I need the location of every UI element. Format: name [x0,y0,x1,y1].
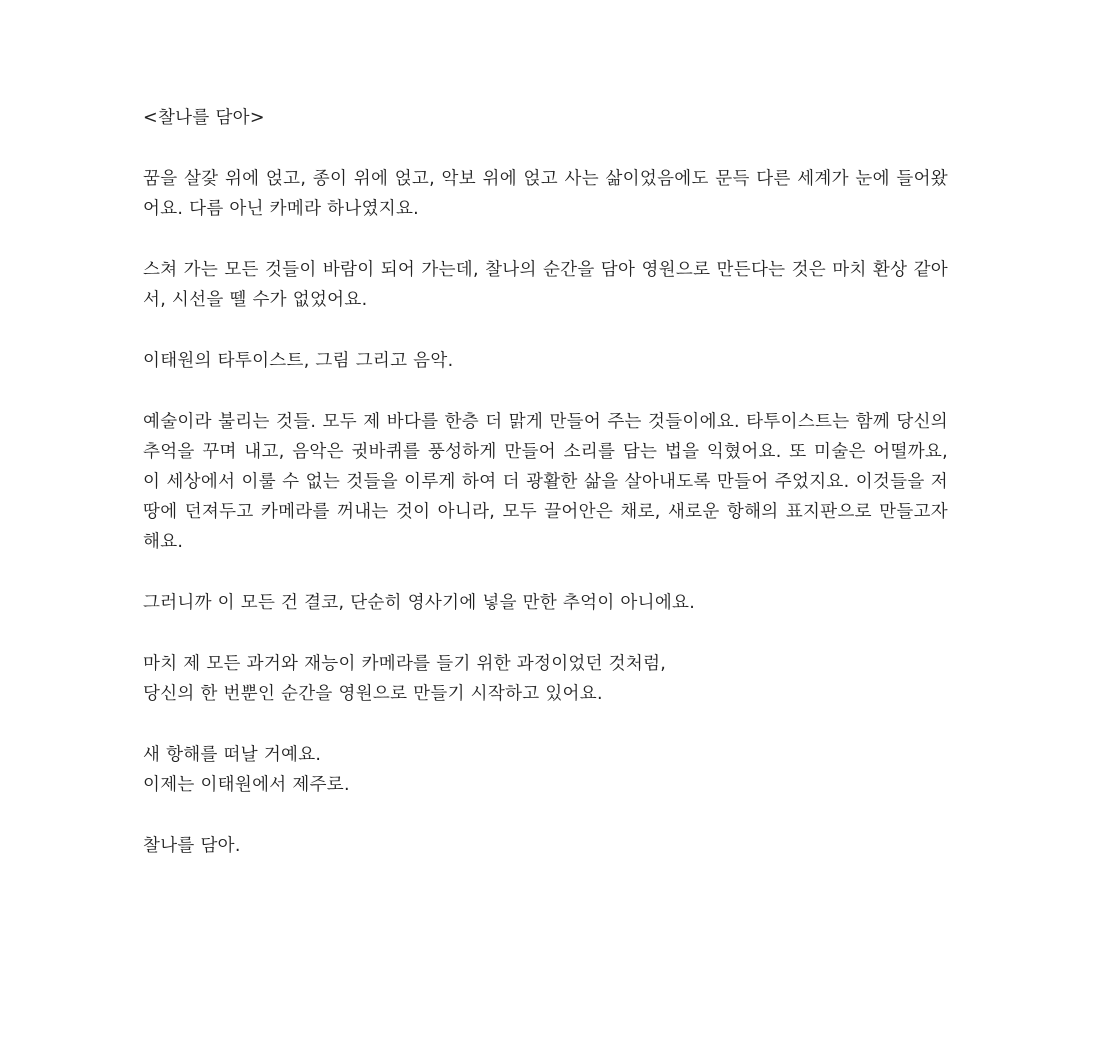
paragraph-7 [143,740,948,800]
document-body [143,103,948,892]
paragraph-6 [143,649,948,709]
paragraph-4: 예술이라 불리는 것들. 모두 제 바다를 한층 더 맑게 만들어 주는 것들이에요. 타투이스트는 함께 당신의 추억을 꾸며 내고, 음악은 귓바퀴를 풍성하게 만들어 소리를 담는 법을 익혔어요. 또 미술은 어떨까요, 이 세상에서 이룰 수 없는 것들을 이루게 하여 더 광활한 삶을 살아내도록 만들어 주었지요. 이것들을 저 땅에 던져두고 카메라를 꺼내는 것이 아니라, 모두 끌어안은 채로, 새로운 항해의 표지판으로 만들고자 해요. [143,412,948,552]
document-title: <찰나를 담아> [143,108,265,128]
paragraph-3: 이태원의 타투이스트, 그림 그리고 음악. [143,351,454,371]
paragraph-5: 그러니까 이 모든 건 결코, 단순히 영사기에 넣을 만한 추억이 아니에요. [143,593,696,613]
paragraph-6-line-1: 마치 제 모든 과거와 재능이 카메라를 들기 위한 과정이었던 것처럼, [143,654,667,674]
closing-line: 찰나를 담아. [143,836,241,856]
paragraph-1: 꿈을 살갗 위에 얹고, 종이 위에 얹고, 악보 위에 얹고 사는 삶이었음에도 문득 다른 세계가 눈에 들어왔어요. 다름 아닌 카메라 하나였지요. [143,169,948,219]
paragraph-6-line-2: 당신의 한 번뿐인 순간을 영원으로 만들기 시작하고 있어요. [143,684,603,704]
paragraph-7-line-2: 이제는 이태원에서 제주로. [143,775,350,795]
paragraph-7-line-1: 새 항해를 떠날 거예요. [143,745,322,765]
paragraph-2: 스쳐 가는 모든 것들이 바람이 되어 가는데, 찰나의 순간을 담아 영원으로 만든다는 것은 마치 환상 같아서, 시선을 뗄 수가 없었어요. [143,260,948,310]
